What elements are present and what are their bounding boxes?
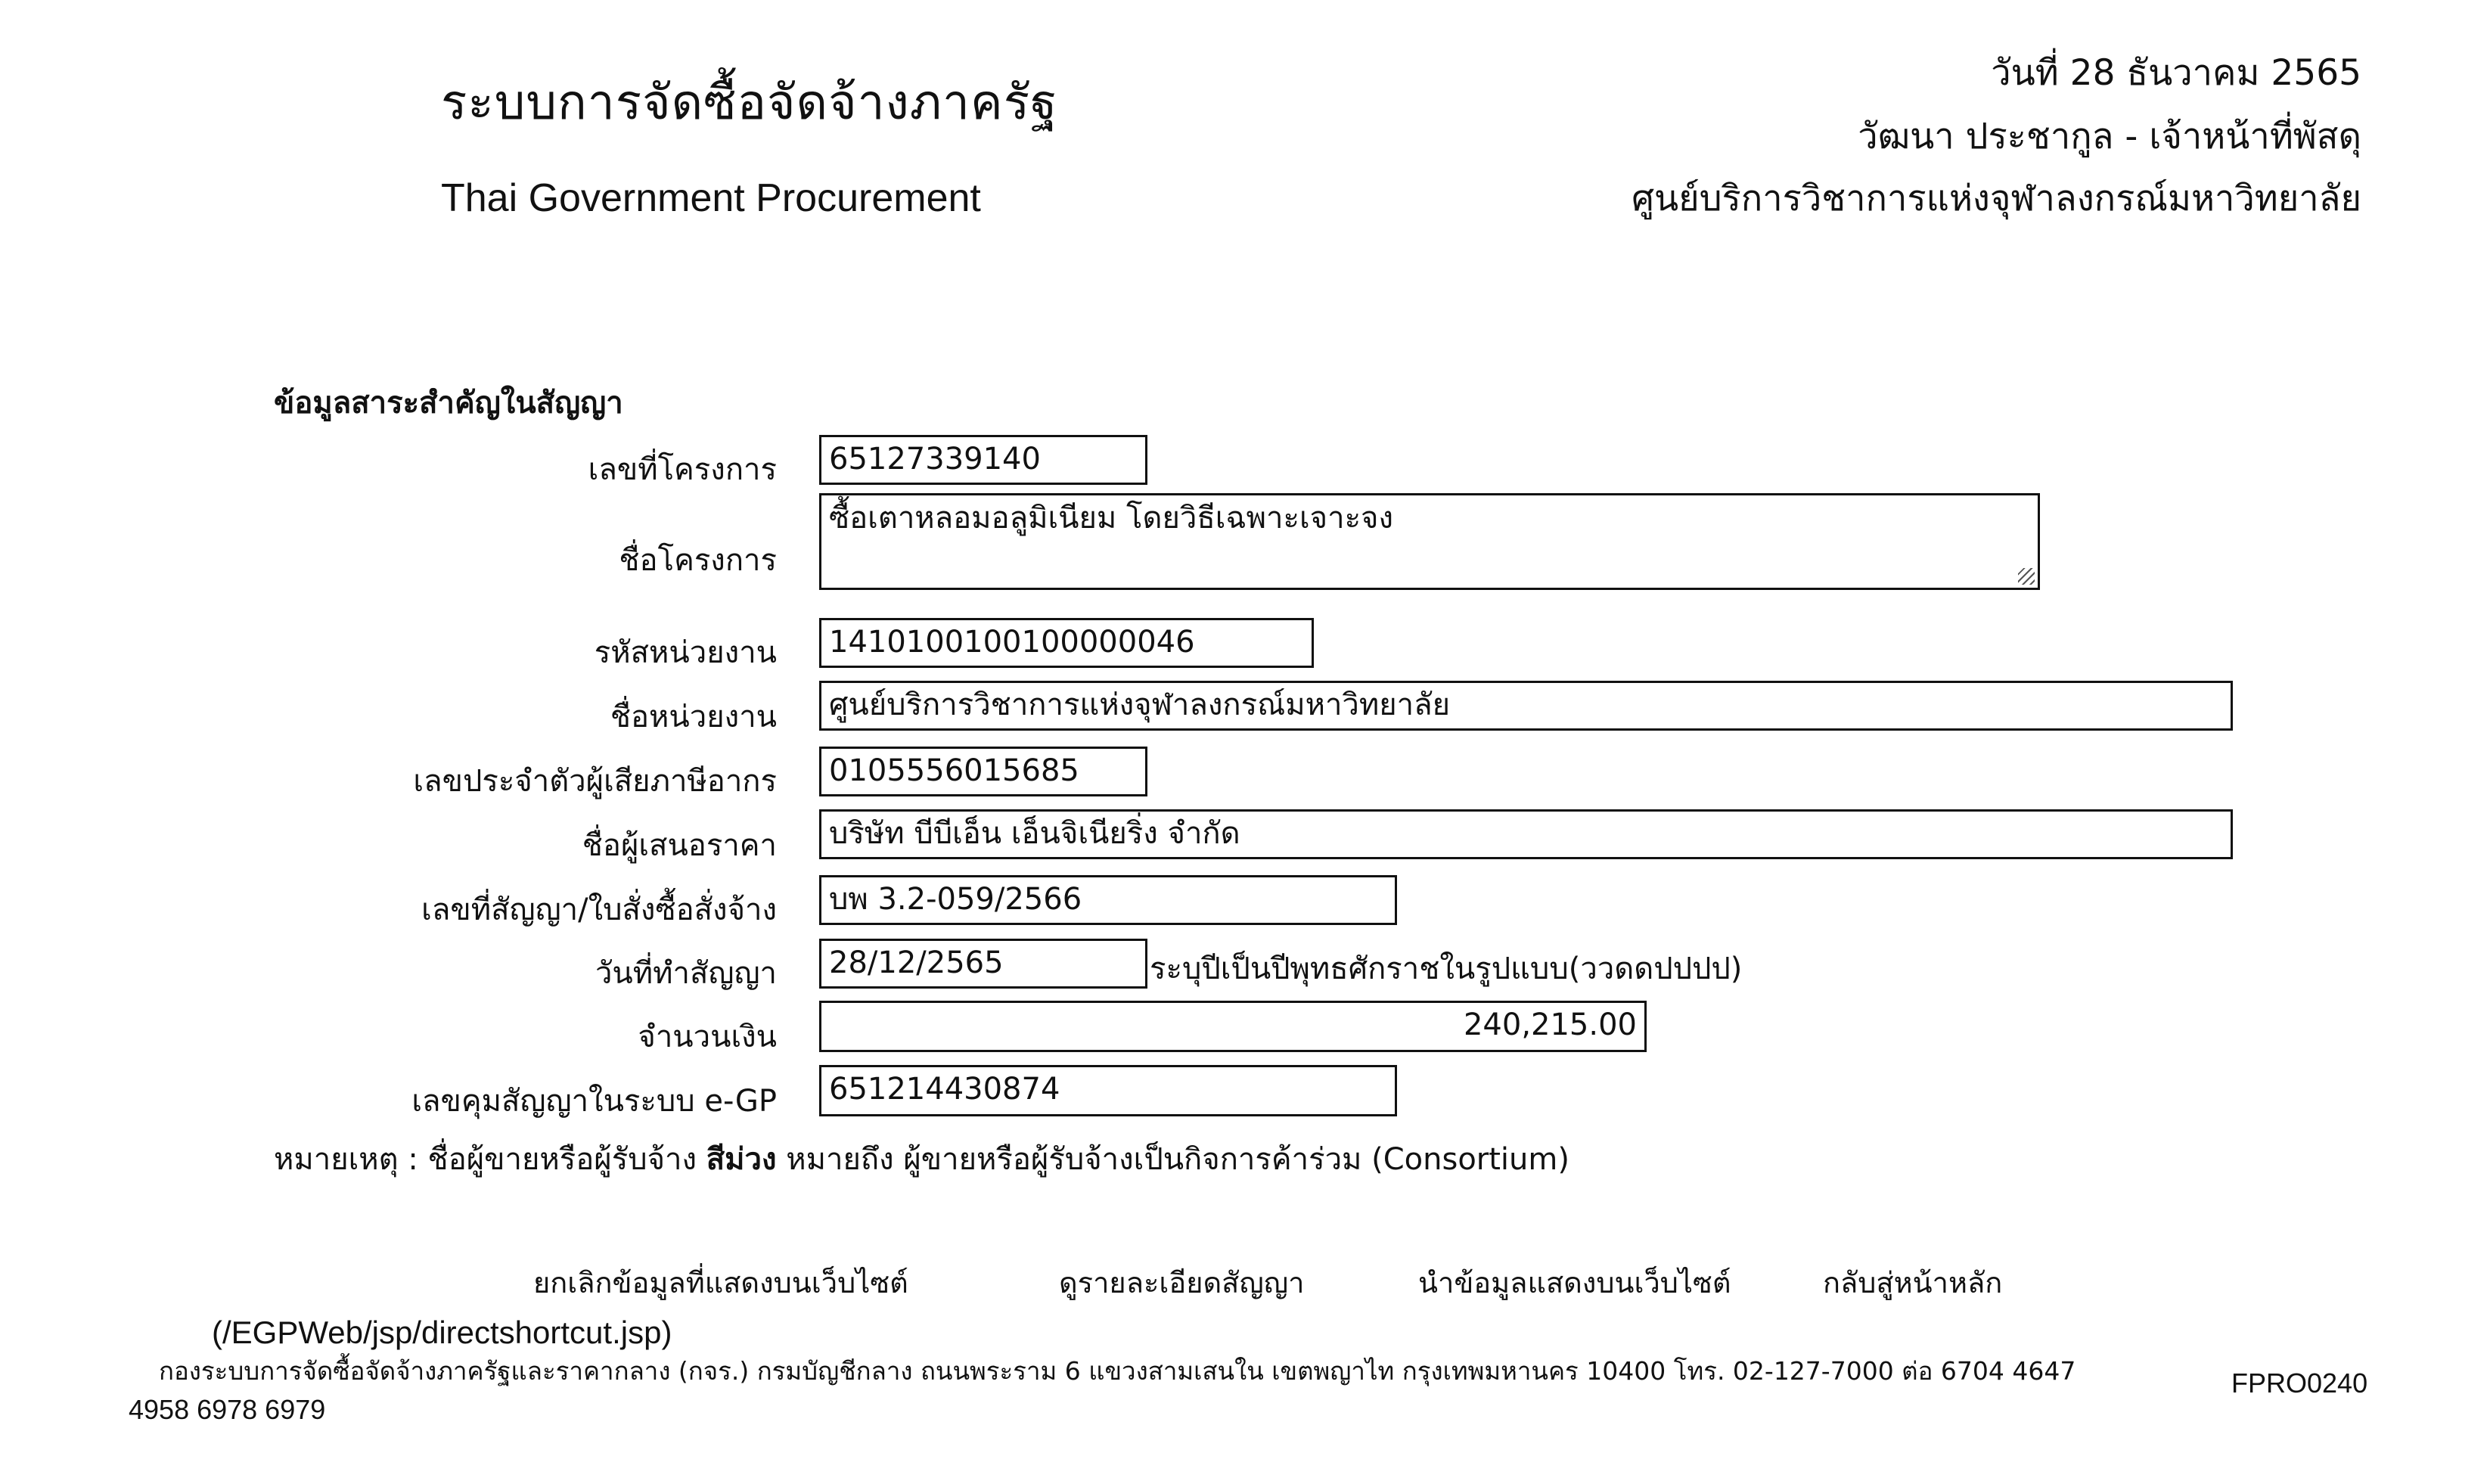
resize-grip-icon[interactable] bbox=[2018, 568, 2035, 585]
header-officer: วัฒนา ประชากูล - เจ้าหน้าที่พัสดุ bbox=[1858, 116, 2361, 157]
amount-label: จำนวนเงิน bbox=[638, 1020, 777, 1054]
home-link[interactable]: กลับสู่หน้าหลัก bbox=[1823, 1266, 2003, 1299]
amount-field[interactable]: 240,215.00 bbox=[819, 1001, 1647, 1052]
note-prefix: หมายเหตุ : ชื่อผู้ขายหรือผู้รับจ้าง bbox=[274, 1142, 706, 1177]
bidder-name-field[interactable]: บริษัท บีบีเอ็น เอ็นจิเนียริ่ง จำกัด bbox=[819, 809, 2233, 859]
dept-code-label: รหัสหน่วยงาน bbox=[594, 635, 777, 670]
contract-date-label: วันที่ทำสัญญา bbox=[595, 956, 777, 991]
tax-id-label: เลขประจำตัวผู้เสียภาษีอากร bbox=[413, 764, 777, 799]
note-highlight: สีม่วง bbox=[706, 1142, 777, 1177]
footer-phones: 4958 6978 6979 bbox=[129, 1394, 326, 1425]
contract-date-field[interactable]: 28/12/2565 bbox=[819, 939, 1147, 989]
egp-control-no-label: เลขคุมสัญญาในระบบ e-GP bbox=[411, 1084, 777, 1119]
page-path: (/EGPWeb/jsp/directshortcut.jsp) bbox=[212, 1315, 672, 1350]
publish-link[interactable]: นำข้อมูลแสดงบนเว็บไซต์ bbox=[1418, 1266, 1731, 1299]
contract-date-hint: ระบุปีเป็นปีพุทธศักราชในรูปแบบ(ววดดปปปป) bbox=[1150, 952, 1743, 986]
header-date: วันที่ 28 ธันวาคม 2565 bbox=[1991, 52, 2361, 94]
project-name-textarea[interactable] bbox=[819, 493, 2040, 590]
form-code: FPRO0240 bbox=[2231, 1368, 2368, 1399]
note-suffix: หมายถึง ผู้ขายหรือผู้รับจ้างเป็นกิจการค้าร่วม (Consortium) bbox=[776, 1142, 1569, 1177]
project-name-label: ชื่อโครงการ bbox=[619, 543, 777, 578]
footer-address: กองระบบการจัดซื้อจัดจ้างภาครัฐและราคากลาง (กจร.) กรมบัญชีกลาง ถนนพระราม 6 แขวงสามเสนใน เขตพญาไท กรุงเทพมหานคร 10400 โทร. 02-127-7000 ต่อ 6704 4647 bbox=[159, 1356, 2076, 1386]
section-title: ข้อมูลสาระสำคัญในสัญญา bbox=[274, 386, 623, 421]
egp-control-no-field[interactable]: 651214430874 bbox=[819, 1065, 1397, 1116]
header-organization: ศูนย์บริการวิชาการแห่งจุฬาลงกรณ์มหาวิทยาลัย bbox=[1632, 178, 2361, 219]
contract-no-field[interactable]: บพ 3.2-059/2566 bbox=[819, 875, 1397, 925]
project-no-label: เลขที่โครงการ bbox=[588, 452, 777, 487]
project-name-value: ซื้อเตาหลอมอลูมิเนียม โดยวิธีเฉพาะเจาะจง bbox=[829, 501, 1394, 536]
dept-name-field[interactable]: ศูนย์บริการวิชาการแห่งจุฬาลงกรณ์มหาวิทยาลัย bbox=[819, 681, 2233, 731]
system-title-english: Thai Government Procurement bbox=[441, 176, 981, 220]
bidder-name-label: ชื่อผู้เสนอราคา bbox=[582, 828, 777, 863]
consortium-note bbox=[274, 1135, 1569, 1183]
system-title-thai: ระบบการจัดซื้อจัดจ้างภาครัฐ bbox=[441, 75, 1058, 131]
tax-id-field[interactable]: 0105556015685 bbox=[819, 747, 1147, 796]
dept-code-field[interactable]: 1410100100100000046 bbox=[819, 618, 1314, 668]
view-contract-link[interactable]: ดูรายละเอียดสัญญา bbox=[1059, 1266, 1305, 1299]
contract-no-label: เลขที่สัญญา/ใบสั่งซื้อสั่งจ้าง bbox=[421, 893, 777, 927]
project-no-field[interactable]: 65127339140 bbox=[819, 435, 1147, 485]
dept-name-label: ชื่อหน่วยงาน bbox=[610, 700, 777, 734]
cancel-display-link[interactable]: ยกเลิกข้อมูลที่แสดงบนเว็บไซต์ bbox=[533, 1266, 908, 1299]
